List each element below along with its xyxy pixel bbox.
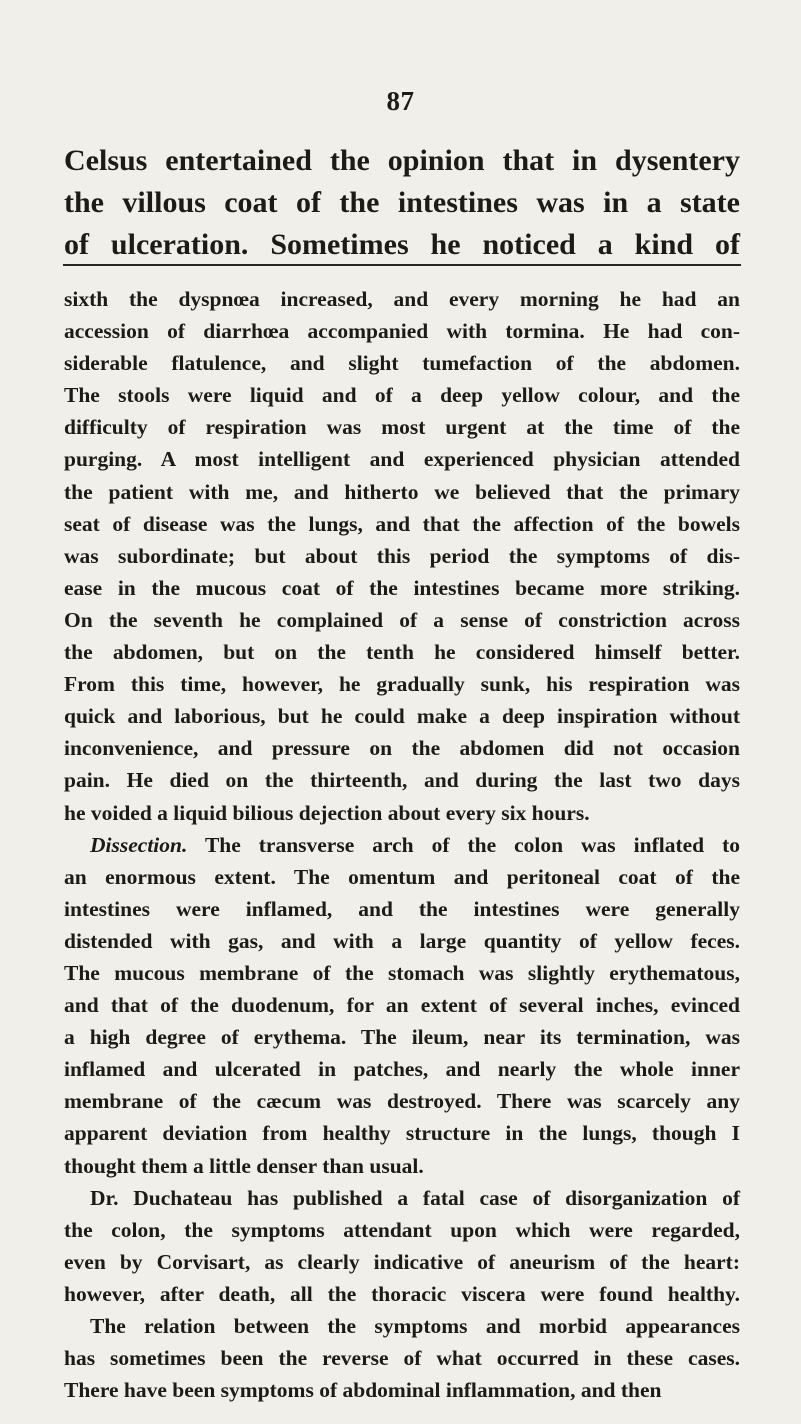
text-line: quick and laborious, but he could make a deep inspiration without [64,704,740,729]
text-line: membrane of the cæcum was destroyed. There was scarcely any [64,1089,740,1114]
text-line: the colon, the symptoms attendant upon which were regarded, [64,1217,740,1242]
text-line: siderable flatulence, and slight tumefaction of the abdomen. [64,351,740,376]
text-line: purging. A most intelligent and experienced physician attended [64,447,740,472]
text-line: however, after death, all the thoracic viscera were found healthy. [64,1281,740,1306]
text-line: the abdomen, but on the tenth he considered himself better. [64,640,740,665]
text-line: There have been symptoms of abdominal inflammation, and then [64,1378,662,1403]
text-line: difficulty of respiration was most urgent at the time of the [64,415,740,440]
page-number: 87 [386,86,415,116]
text-line: seat of disease was the lungs, and that the affection of the bowels [64,511,740,536]
text-line: ease in the mucous coat of the intestines became more striking. [64,575,740,600]
text-line: inconvenience, and pressure on the abdomen did not occasion [64,736,740,761]
text-line: inflamed and ulcerated in patches, and nearly the whole inner [64,1057,740,1082]
text-line: a high degree of erythema. The ileum, near its termination, was [64,1025,740,1050]
main-text-block [64,140,740,266]
footnote-text-block [64,283,740,1406]
text-line: an enormous extent. The omentum and peritoneal coat of the [64,864,740,889]
text-line: was subordinate; but about this period the symptoms of dis- [64,543,740,568]
dissection-text: The transverse arch of the colon was inflated to [204,832,740,857]
text-line: has sometimes been the reverse of what occurred in these cases. [64,1346,740,1371]
text-line: Dr. Duchateau has published a fatal case of disorganization of [90,1185,740,1210]
text-line: even by Corvisart, as clearly indicative of aneurism of the heart: [64,1249,740,1274]
text-line: accession of diarrhœa accompanied with tormina. He had con- [64,319,740,344]
text-line: of ulceration. Sometimes he noticed a kind of [64,228,740,261]
text-line: On the seventh he complained of a sense of constriction across [64,607,740,632]
text-line: he voided a liquid bilious dejection about every six hours. [64,800,590,825]
footnote-divider [63,264,741,266]
text-line: apparent deviation from healthy structure in the lungs, though I [64,1121,740,1146]
text-line: sixth the dyspnœa increased, and every morning he had an [64,287,740,311]
text-line: The stools were liquid and of a deep yellow colour, and the [64,383,740,408]
text-line: the patient with me, and hitherto we believed that the primary [64,479,740,504]
text-line: pain. He died on the thirteenth, and during the last two days [64,768,740,793]
dissection-heading: Dissection. [90,832,188,857]
text-line: From this time, however, he gradually sunk, his respiration was [64,672,740,697]
text-line: the villous coat of the intestines was in a state [64,186,740,219]
text-line: The relation between the symptoms and morbid appearances [90,1314,740,1338]
text-line: intestines were inflamed, and the intestines were generally [64,896,740,921]
text-line: thought them a little denser than usual. [64,1153,424,1178]
text-line: and that of the duodenum, for an extent of several inches, evinced [64,993,740,1018]
dissection-line [64,829,740,861]
text-line: distended with gas, and with a large quantity of yellow feces. [64,928,740,953]
text-line: The mucous membrane of the stomach was slightly erythematous, [64,960,740,985]
text-line: Celsus entertained the opinion that in dysentery [64,144,740,177]
